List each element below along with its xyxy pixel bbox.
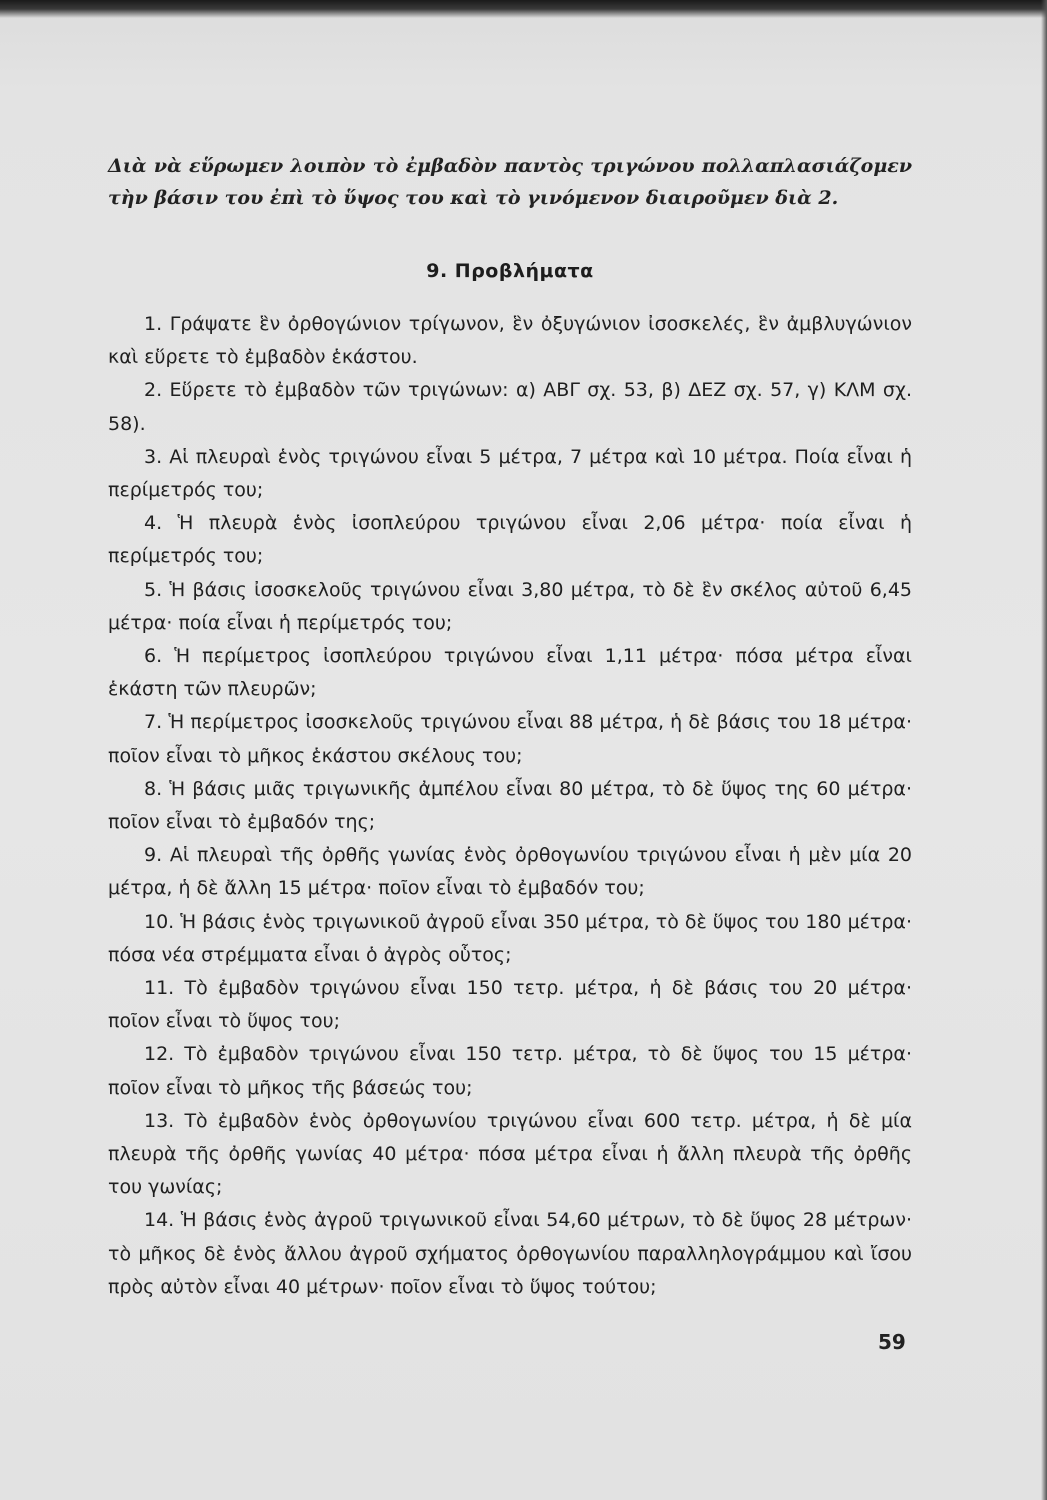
section-title: 9. Προβλήματα (426, 260, 594, 282)
problem-item: 12. Τὸ ἐμβαδὸν τριγώνου εἶναι 150 τετρ. μέτρα, τὸ δὲ ὕψος του 15 μέτρα· ποῖον εἶναι τὸ μῆκος τῆς βάσεώς του; (108, 1043, 912, 1099)
problem-item: 7. Ἡ περίμετρος ἰσοσκελοῦς τριγώνου εἶναι 88 μέτρα, ἡ δὲ βάσις του 18 μέτρα· ποῖον εἶναι τὸ μῆκος ἑκάστου σκέλους του; (108, 711, 912, 767)
problem-item: 1. Γράψατε ἓν ὀρθογώνιον τρίγωνον, ἓν ὀξυγώνιον ἰσοσκελές, ἓν ἀμβλυγώνιον καὶ εὕρετε τὸ ἐμβαδὸν ἑκάστου. (108, 313, 912, 369)
problem-item: 4. Ἡ πλευρὰ ἑνὸς ἰσοπλεύρου τριγώνου εἶναι 2,06 μέτρα· ποία εἶναι ἡ περίμετρός του; (108, 512, 912, 568)
intro-rule-text: Διὰ νὰ εὕρωμεν λοιπὸν τὸ ἐμβαδὸν παντὸς τριγώνου πολλαπλασιάζομεν τὴν βάσιν του ἐπὶ τὸ ὕψος του καὶ τὸ γινόμενον διαιροῦμεν διὰ 2. (108, 155, 912, 209)
scan-right-edge (1041, 0, 1047, 1500)
problem-item: 14. Ἡ βάσις ἑνὸς ἀγροῦ τριγωνικοῦ εἶναι 54,60 μέτρων, τὸ δὲ ὕψος 28 μέτρων· τὸ μῆκος δὲ ἑνὸς ἄλλου ἀγροῦ σχήματος ὀρθογωνίου παραλληλογράμμου καὶ ἴσου πρὸς αὐτὸν εἶναι 40 μέτρων· ποῖον εἶναι τὸ ὕψος τούτου; (108, 1209, 912, 1298)
problem-item: 13. Τὸ ἐμβαδὸν ἑνὸς ὀρθογωνίου τριγώνου εἶναι 600 τετρ. μέτρα, ἡ δὲ μία πλευρὰ τῆς ὀρθῆς γωνίας 40 μέτρα· πόσα μέτρα εἶναι ἡ ἄλλη πλευρὰ τῆς ὀρθῆς του γωνίας; (108, 1109, 912, 1199)
problem-list (108, 308, 912, 1304)
scan-top-edge (0, 0, 1047, 18)
page-content (108, 150, 912, 1304)
problem-item: 6. Ἡ περίμετρος ἰσοπλεύρου τριγώνου εἶναι 1,11 μέτρα· πόσα μέτρα εἶναι ἑκάστη τῶν πλευρῶν; (108, 645, 912, 701)
problem-item: 5. Ἡ βάσις ἰσοσκελοῦς τριγώνου εἶναι 3,80 μέτρα, τὸ δὲ ἓν σκέλος αὐτοῦ 6,45 μέτρα· ποία εἶναι ἡ περίμετρός του; (108, 578, 912, 634)
problem-item: 10. Ἡ βάσις ἑνὸς τριγωνικοῦ ἀγροῦ εἶναι 350 μέτρα, τὸ δὲ ὕψος του 180 μέτρα· πόσα νέα στρέμματα εἶναι ὁ ἀγρὸς οὗτος; (108, 910, 912, 966)
problem-item: 9. Αἱ πλευραὶ τῆς ὀρθῆς γωνίας ἑνὸς ὀρθογωνίου τριγώνου εἶναι ἡ μὲν μία 20 μέτρα, ἡ δὲ ἄλλη 15 μέτρα· ποῖον εἶναι τὸ ἐμβαδόν του; (108, 844, 912, 900)
problem-item: 11. Τὸ ἐμβαδὸν τριγώνου εἶναι 150 τετρ. μέτρα, ἡ δὲ βάσις του 20 μέτρα· ποῖον εἶναι τὸ ὕψος του; (108, 977, 912, 1033)
problem-item: 2. Εὕρετε τὸ ἐμβαδὸν τῶν τριγώνων: α) ΑΒΓ σχ. 53, β) ΔΕΖ σχ. 57, γ) ΚΛΜ σχ. 58). (108, 379, 912, 435)
problem-item: 3. Αἱ πλευραὶ ἑνὸς τριγώνου εἶναι 5 μέτρα, 7 μέτρα καὶ 10 μέτρα. Ποία εἶναι ἡ περίμετρός του; (108, 445, 912, 502)
page-number: 59 (878, 1330, 906, 1354)
problem-item: 8. Ἡ βάσις μιᾶς τριγωνικῆς ἀμπέλου εἶναι 80 μέτρα, τὸ δὲ ὕψος της 60 μέτρα· ποῖον εἶναι τὸ ἐμβαδόν της; (108, 777, 912, 834)
